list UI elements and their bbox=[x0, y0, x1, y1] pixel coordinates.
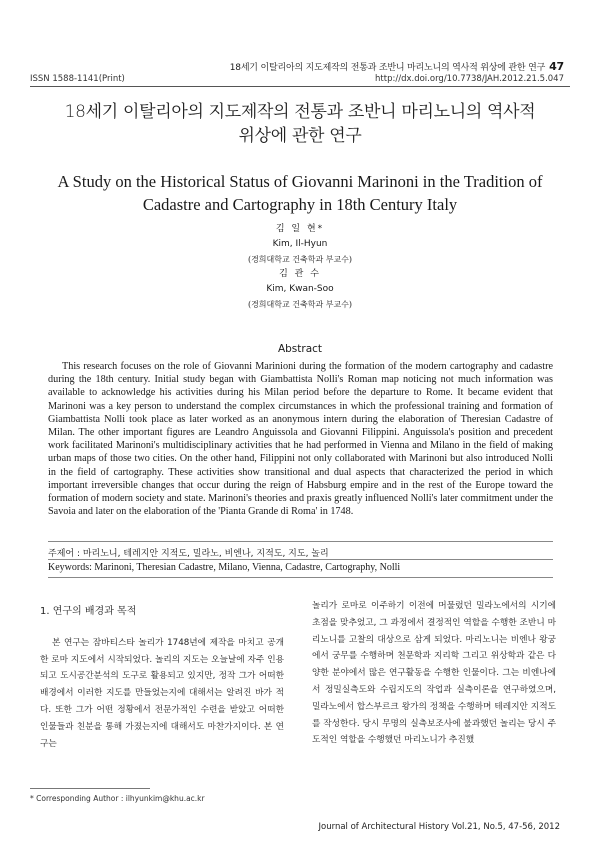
column-left bbox=[40, 604, 284, 752]
abstract-heading: Abstract bbox=[277, 343, 323, 355]
footnote: * Corresponding Author : ilhyunkim@khu.ac.kr bbox=[30, 794, 205, 803]
authors-block bbox=[150, 222, 450, 312]
title-korean-line2: 위상에 관한 연구 bbox=[238, 126, 362, 146]
header-rule bbox=[30, 86, 570, 87]
issn: ISSN 1588-1141(Print) bbox=[30, 74, 125, 84]
author2-name-en: Kim, Kwan-Soo bbox=[266, 284, 334, 294]
running-head bbox=[230, 60, 564, 73]
title-english bbox=[40, 170, 560, 216]
author1-name-kr: 김 일 현* bbox=[275, 224, 325, 234]
title-korean-line1: 18세기 이탈리아의 지도제작의 전통과 조반니 마리노니의 역사적 bbox=[64, 102, 536, 122]
keywords-bottom-rule bbox=[48, 577, 553, 578]
author1-name-en: Kim, Il-Hyun bbox=[272, 239, 328, 249]
keywords-english: Keywords: Marinoni, Theresian Cadastre, Milano, Vienna, Cadastre, Cartography, Nolli bbox=[48, 562, 401, 573]
section-heading: 1. 연구의 배경과 목적 bbox=[40, 606, 137, 617]
footnote-rule bbox=[30, 788, 150, 789]
title-korean bbox=[40, 100, 560, 148]
page-number: 47 bbox=[549, 60, 564, 73]
column-right bbox=[312, 598, 556, 749]
author2-name-kr: 김 관 수 bbox=[279, 269, 321, 279]
keywords-mid-rule bbox=[48, 559, 553, 560]
left-column-text: 본 연구는 잠바티스타 놀리가 1748년에 제작을 마치고 공개한 로마 지도에서 시작되었다. 놀리의 지도는 오늘날에 자주 인용되고 도시공간분석의 도구로 활용되고 있지만, 정작 그가 어떠한 배경에서 이러한 지도를 만들었는지에 대해서는 알려진 바가 적다. 또한 그가 어떤 정황에서 전문가적인 수련을 받았고 어떠한 인물들과 친분을 통해 가졌는지에 대해서도 마찬가지이다. 본 연구는 bbox=[40, 637, 284, 749]
author1-affiliation: (경희대학교 건축학과 부교수) bbox=[247, 255, 353, 264]
journal-info: Journal of Architectural History Vol.21, No.5, 47-56, 2012 bbox=[318, 822, 560, 832]
abstract-text: This research focuses on the role of Giovanni Marinioni during the formation of the modern cartography and cadastre during the 18th century. Initial study began with Giambattista Nolli's Roman map noticing not much information was available to acknowledge his activities during his Milan period before the departure to Rome. It became evident that Marinoni was a key person to understand the complex circumstances in which the professional training and formation of Giambattista Nolli took place as later worked as an anonymous intern during the elaboration of Theresian Cadastre of Milan. The other important figures are Leandro Anguissola and Giovanni Filippini. Anguissola's position and precedent work facilitated Marinoni's multidisciplinary activities that he had performed in Vienna and Milano in the field of making urban maps of those two cities. On the other hand, Filippini not only collaborated with Marinoni but also introduced Nolli in the field of cartography. These activities show transitional and dual aspects that characterized the period in which important irreversible changes that occur during the reign of Habsburg empire and in the rest of the Europe toward the formation of modern society and state. Marinoni's theories and praxis greatly influenced Nolli's later commitment under the Savoia and later on the elaboration of the 'Pianta Grande di Roma' in 1748. bbox=[48, 361, 553, 518]
keywords-korean: 주제어 : 마리노니, 테레지안 지적도, 밀라노, 비엔나, 지적도, 지도, 놀리 bbox=[48, 549, 329, 559]
title-english-line2: Cadastre and Cartography in 18th Century Italy bbox=[142, 195, 458, 214]
author2-affiliation: (경희대학교 건축학과 부교수) bbox=[247, 300, 353, 309]
right-column-text: 놀리가 로마로 이주하기 이전에 머물렀던 밀라노에서의 시기에 초점을 맞추었고, 그 과정에서 결정적인 역할을 수행한 조반니 마리노니를 고찰의 대상으로 삼게 되었다. 마리노니는 비엔나 왕궁에서 궁무를 수행하며 천문학과 지리학 그리고 위상학과 같은 다양한 분야에서 많은 연구활동을 수행한 인물이다. 그는 비엔나에서 정밀실측도와 수립지도의 작업과 실측이론을 연구하였으며, 밀라노에서 합스부르크 왕가의 정책을 수행하며 테레지안 지적도를 작성한다. 당시 무명의 실측보조사에 불과했던 놀리는 당시 주도적인 역할을 수행했던 마리노니가 추진했 bbox=[312, 601, 556, 746]
running-title: 18세기 이탈리아의 지도제작의 전통과 조반니 마리노니의 역사적 위상에 관한 연구 bbox=[229, 63, 546, 73]
keywords-top-rule bbox=[48, 541, 553, 542]
title-english-line1: A Study on the Historical Status of Giovanni Marinoni in the Tradition of bbox=[57, 172, 543, 191]
abstract-body bbox=[48, 360, 553, 518]
doi-link[interactable]: http://dx.doi.org/10.7738/JAH.2012.21.5.047 bbox=[375, 74, 564, 84]
